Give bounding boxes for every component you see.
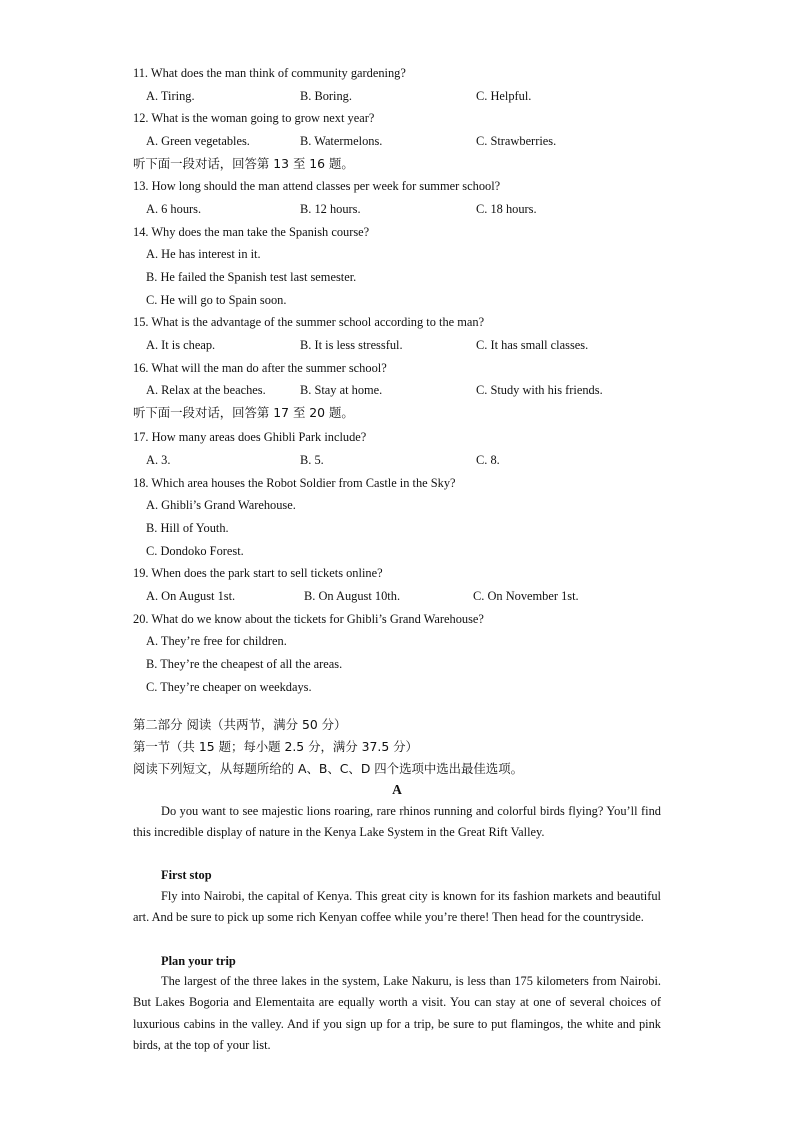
passage-letter: A: [392, 782, 402, 797]
question-16-option-c: C. Study with his friends.: [476, 383, 603, 397]
question-17-option-b: B. 5.: [300, 453, 324, 467]
question-13-option-c: C. 18 hours.: [476, 202, 537, 216]
passage-intro: Do you want to see majestic lions roaring, rare rhinos running and colorful birds flying? You’ll find this incredible display of nature in the Kenya Lake System in the Great Rift Valley.: [133, 804, 661, 840]
question-19-option-a: A. On August 1st.: [146, 589, 236, 603]
question-11-option-c: C. Helpful.: [476, 89, 532, 103]
question-18-option-c: C. Dondoko Forest.: [146, 544, 244, 558]
question-15-option-a: A. It is cheap.: [146, 338, 216, 352]
question-20-option-b: B. They’re the cheapest of all the areas.: [146, 657, 343, 671]
question-14-option-a: A. He has interest in it.: [146, 247, 261, 261]
question-13-option-a: A. 6 hours.: [146, 202, 202, 216]
question-12-option-b: B. Watermelons.: [300, 134, 383, 148]
question-12-option-a: A. Green vegetables.: [146, 134, 250, 148]
question-20-stem: 20. What do we know about the tickets for Ghibli’s Grand Warehouse?: [133, 612, 484, 626]
question-18-option-a: A. Ghibli’s Grand Warehouse.: [146, 498, 296, 512]
question-19-option-b: B. On August 10th.: [304, 589, 401, 603]
question-11-option-b: B. Boring.: [300, 89, 352, 103]
question-18-option-b: B. Hill of Youth.: [146, 521, 229, 535]
question-17-option-c: C. 8.: [476, 453, 500, 467]
passage-heading-first-stop: First stop: [161, 868, 212, 882]
section-one-heading: 第一节（共 15 题；每小题 2.5 分，满分 37.5 分）: [133, 739, 418, 754]
question-18-stem: 18. Which area houses the Robot Soldier from Castle in the Sky?: [133, 476, 456, 490]
question-13-option-b: B. 12 hours.: [300, 202, 361, 216]
dialog-instruction-13-16: 听下面一段对话，回答第 13 至 16 题。: [133, 156, 354, 171]
passage-paragraph-first-stop: Fly into Nairobi, the capital of Kenya. This great city is known for its fashion markets and beautiful art. And be sure to pick up some rich Kenyan coffee while you’re there! Then head for the countryside.: [133, 889, 661, 925]
question-16-stem: 16. What will the man do after the summer school?: [133, 361, 387, 375]
question-19-stem: 19. When does the park start to sell tickets online?: [133, 566, 383, 580]
passage-paragraph-plan-your-trip: The largest of the three lakes in the system, Lake Nakuru, is less than 175 kilometers from Nairobi. But Lakes Bogoria and Elementaita are equally worth a visit. You can stay at one of several choices of luxurious cabins in the valley. And if you sign up for a trip, be sure to put flamingos, the white and pink birds, at the top of your list.: [133, 974, 661, 1052]
question-15-option-b: B. It is less stressful.: [300, 338, 403, 352]
question-12-stem: 12. What is the woman going to grow next year?: [133, 111, 375, 125]
question-15-option-c: C. It has small classes.: [476, 338, 589, 352]
question-20-option-c: C. They’re cheaper on weekdays.: [146, 680, 312, 694]
question-20-option-a: A. They’re free for children.: [146, 634, 287, 648]
question-12-option-c: C. Strawberries.: [476, 134, 557, 148]
question-14-stem: 14. Why does the man take the Spanish course?: [133, 225, 370, 239]
question-17-option-a: A. 3.: [146, 453, 171, 467]
question-16-option-a: A. Relax at the beaches.: [146, 383, 266, 397]
question-13-stem: 13. How long should the man attend classes per week for summer school?: [133, 179, 501, 193]
part-two-heading: 第二部分 阅读（共两节，满分 50 分）: [133, 717, 347, 732]
question-14-option-c: C. He will go to Spain soon.: [146, 293, 287, 307]
question-16-option-b: B. Stay at home.: [300, 383, 383, 397]
question-17-stem: 17. How many areas does Ghibli Park include?: [133, 430, 367, 444]
question-11-stem: 11. What does the man think of community gardening?: [133, 66, 406, 80]
question-15-stem: 15. What is the advantage of the summer school according to the man?: [133, 315, 485, 329]
dialog-instruction-17-20: 听下面一段对话，回答第 17 至 20 题。: [133, 405, 354, 420]
question-11-option-a: A. Tiring.: [146, 89, 195, 103]
question-14-option-b: B. He failed the Spanish test last semester.: [146, 270, 357, 284]
reading-directions: 阅读下列短文，从每题所给的 A、B、C、D 四个选项中选出最佳选项。: [133, 761, 523, 776]
question-19-option-c: C. On November 1st.: [473, 589, 579, 603]
passage-heading-plan-your-trip: Plan your trip: [161, 954, 236, 968]
